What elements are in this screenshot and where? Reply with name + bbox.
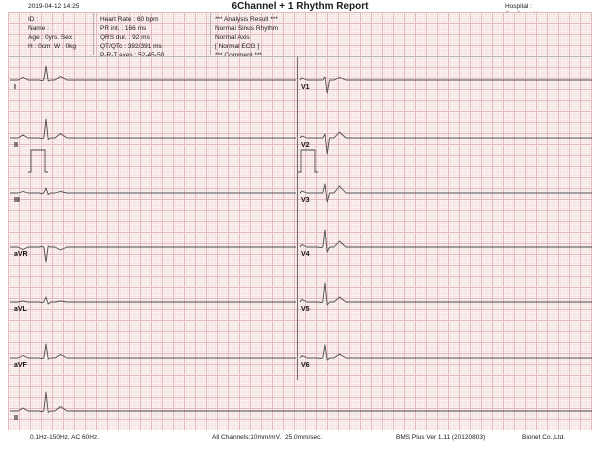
patient-name: Name : [28, 25, 49, 32]
software-version-text: BMS Plus Ver 1.11 (20120803) [396, 434, 486, 441]
company-name-text: Bionet Co.,Ltd. [522, 434, 565, 441]
lead-label-v2-7: V2 [301, 142, 310, 149]
hospital-label: Hospital : [505, 3, 533, 10]
info-separator-2 [210, 13, 211, 55]
analysis-line-conclusion: [ Normal ECG ] [215, 43, 260, 50]
lead-label-ii-1: II [14, 142, 18, 149]
lead-label-v3-8: V3 [301, 197, 310, 204]
lead-label-ii-12: II [14, 415, 18, 422]
measurements-block [100, 15, 164, 60]
analysis-line-rhythm: Normal Sinus Rhythm [215, 25, 279, 32]
filter-settings-text: 0.1Hz-150Hz, AC 60Hz. [30, 434, 100, 441]
lead-label-avl-4: aVL [14, 306, 27, 313]
lead-label-i-0: I [14, 84, 16, 91]
lead-label-avf-5: aVF [14, 362, 27, 369]
lead-label-v5-10: V5 [301, 306, 310, 313]
lead-label-v1-6: V1 [301, 84, 310, 91]
pr-interval-value: PR int. : 166 ms [100, 25, 147, 32]
column-divider-line [297, 57, 298, 380]
lead-label-v6-11: V6 [301, 362, 310, 369]
heart-rate-value: Heart Rate : 60 bpm [100, 16, 159, 23]
channel-gain-text: All Channels:10mm/mV. [212, 434, 282, 441]
analysis-header: *** Analysis Result *** [215, 16, 278, 23]
patient-info-block [28, 15, 76, 51]
lead-label-iii-2: III [14, 197, 20, 204]
report-datetime: 2019-04-12 14:25 [28, 3, 80, 10]
lead-label-v4-9: V4 [301, 251, 310, 258]
qt-qtc-value: QT/QTc : 392/391 ms [100, 43, 162, 50]
qrs-duration-value: QRS dur. : 92 ms [100, 34, 150, 41]
patient-id: ID : [28, 16, 39, 23]
lead-label-avr-3: aVR [14, 251, 28, 258]
analysis-result-block [215, 15, 278, 60]
patient-age-sex: Age : 0yrs. Sex : [28, 34, 76, 41]
patient-height-weight: H : 0cm W : 0kg [28, 43, 77, 50]
info-separator-1 [93, 13, 94, 55]
header-trace-separator [8, 56, 592, 57]
paper-speed-text: 25.0mm/sec. [285, 434, 323, 441]
analysis-line-axis: Normal Axis [215, 34, 250, 41]
ecg-grid-paper [8, 12, 592, 430]
report-title: 6Channel + 1 Rhythm Report [231, 1, 369, 12]
